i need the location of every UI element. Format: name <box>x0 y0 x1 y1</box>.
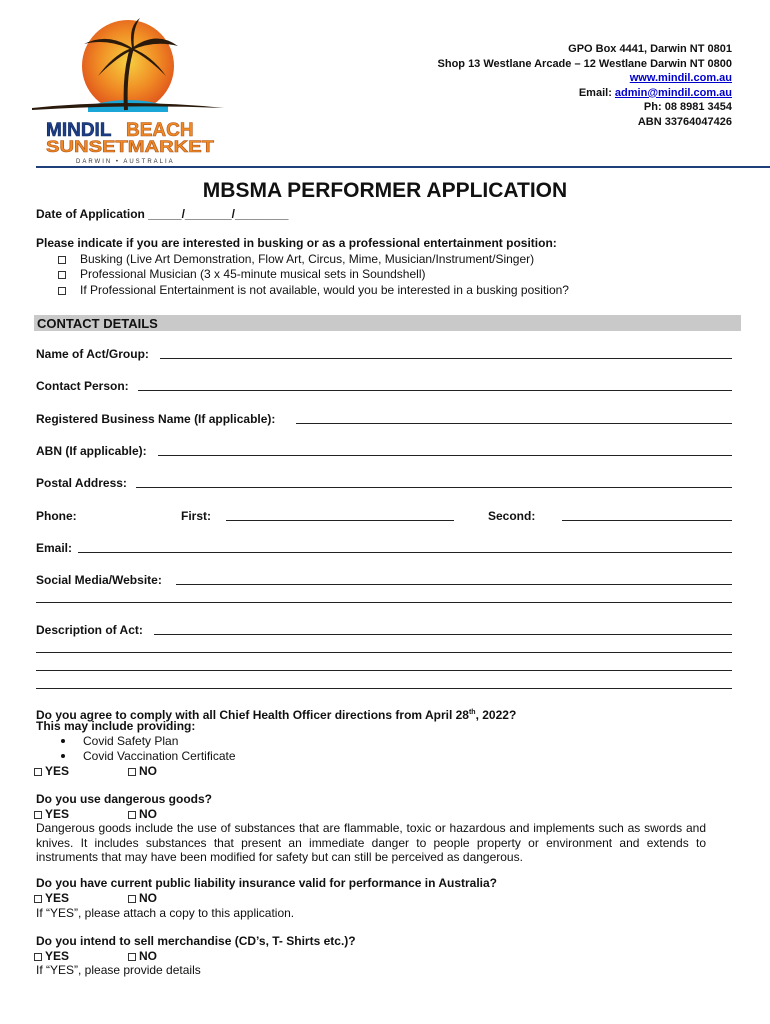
health-item-vaccination <box>36 749 236 764</box>
option-busking-label: Busking (Live Art Demonstration, Flow Art, Circus, Mime, Musician/Instrument/Singer) <box>80 252 535 266</box>
health-yes[interactable] <box>34 764 69 779</box>
abn-label: ABN (If applicable): <box>36 444 147 458</box>
option-musician-label: Professional Musician (3 x 45-minute musical sets in Soundshell) <box>80 267 426 281</box>
phone-second-label: Second: <box>488 509 536 523</box>
option-musician[interactable] <box>58 267 426 282</box>
description-field[interactable] <box>154 634 732 635</box>
dangerous-question: Do you use dangerous goods? <box>36 792 213 806</box>
business-name-label: Registered Business Name (If applicable): <box>36 412 276 426</box>
insurance-no-label: NO <box>139 891 157 905</box>
insurance-note: If “YES”, please attach a copy to this application. <box>36 906 295 920</box>
dangerous-yes-label: YES <box>45 807 70 821</box>
health-yes-label: YES <box>45 764 70 778</box>
health-question-text: Do you agree to comply with all Chief Health Officer directions from April 28 <box>36 708 469 722</box>
health-no-checkbox[interactable] <box>128 768 136 776</box>
address-line-1: GPO Box 4441, Darwin NT 0801 <box>568 43 732 55</box>
email-field-label: Email: <box>36 541 73 555</box>
postal-address-label: Postal Address: <box>36 476 127 490</box>
dangerous-note: Dangerous goods include the use of substances that are flammable, toxic or hazardous and implements such as swords and knives. It includes substances that present an immediate danger to people property or environment and extends to instruments that may have been modified for safety but can still be perceived as dangerous. <box>36 821 706 864</box>
merch-yes-checkbox[interactable] <box>34 953 42 961</box>
insurance-yes[interactable] <box>34 891 69 906</box>
contact-details-heading <box>34 315 741 331</box>
dangerous-no[interactable] <box>128 807 157 822</box>
contact-person-label: Contact Person: <box>36 379 129 393</box>
health-no[interactable] <box>128 764 157 779</box>
postal-address-field[interactable] <box>136 487 732 488</box>
health-question-end: , 2022? <box>475 708 517 722</box>
merch-no[interactable] <box>128 949 157 964</box>
health-yes-checkbox[interactable] <box>34 768 42 776</box>
social-media-field-line-2[interactable] <box>36 602 732 603</box>
phone-text: Ph: 08 8981 3454 <box>643 101 732 114</box>
option-fallback[interactable] <box>58 283 569 298</box>
health-item-vaccination-label: Covid Vaccination Certificate <box>83 749 236 763</box>
merch-no-checkbox[interactable] <box>128 953 136 961</box>
abn-field[interactable] <box>158 455 732 456</box>
logo-mindil-text: MINDIL <box>46 120 112 141</box>
position-question: Please indicate if you are interested in busking or as a professional entertainment position: <box>36 236 557 250</box>
date-of-application[interactable]: Date of Application _____/_______/________ <box>36 207 289 221</box>
option-busking[interactable] <box>58 252 534 267</box>
merch-yes-label: YES <box>45 949 70 963</box>
logo-darwin-text: DARWIN • AUSTRALIA <box>76 159 175 165</box>
business-name-field[interactable] <box>296 423 732 424</box>
description-label: Description of Act: <box>36 623 143 637</box>
health-item-safety-plan-label: Covid Safety Plan <box>83 734 179 748</box>
merch-yes[interactable] <box>34 949 69 964</box>
website-link[interactable]: www.mindil.com.au <box>629 72 732 85</box>
health-sub: This may include providing: <box>36 719 196 733</box>
email-link[interactable]: admin@mindil.com.au <box>614 86 732 99</box>
health-no-label: NO <box>139 764 157 778</box>
abn-text: ABN 33764047426 <box>637 115 732 128</box>
insurance-yes-label: YES <box>45 891 70 905</box>
description-field-line-2[interactable] <box>36 652 732 653</box>
header-divider <box>36 166 770 168</box>
busking-checkbox[interactable] <box>58 256 66 264</box>
dangerous-yes-checkbox[interactable] <box>34 811 42 819</box>
phone-second-field[interactable] <box>562 520 732 521</box>
dangerous-no-checkbox[interactable] <box>128 811 136 819</box>
merch-no-label: NO <box>139 949 157 963</box>
logo-sunset-text: SUNSETMARKET <box>46 137 215 156</box>
logo-beach-text: BEACH <box>126 120 194 141</box>
mindil-beach-logo <box>28 14 228 166</box>
dangerous-yes[interactable] <box>34 807 69 822</box>
act-name-field[interactable] <box>160 358 732 359</box>
address-block <box>438 42 732 130</box>
musician-checkbox[interactable] <box>58 271 66 279</box>
description-field-line-3[interactable] <box>36 670 732 671</box>
description-field-line-4[interactable] <box>36 688 732 689</box>
contact-person-field[interactable] <box>138 390 732 391</box>
fallback-checkbox[interactable] <box>58 287 66 295</box>
address-line-2: Shop 13 Westlane Arcade – 12 Westlane Darwin NT 0800 <box>437 57 732 70</box>
dangerous-no-label: NO <box>139 807 157 821</box>
insurance-no-checkbox[interactable] <box>128 895 136 903</box>
social-media-field[interactable] <box>176 584 732 585</box>
merch-note: If “YES”, please provide details <box>36 963 201 977</box>
bullet-icon <box>61 739 65 743</box>
insurance-no[interactable] <box>128 891 157 906</box>
page-title: MBSMA PERFORMER APPLICATION <box>202 179 568 202</box>
act-name-label: Name of Act/Group: <box>36 347 149 361</box>
health-item-safety-plan <box>36 734 178 749</box>
health-question-sup: th <box>468 709 476 716</box>
social-media-label: Social Media/Website: <box>36 573 162 587</box>
phone-first-field[interactable] <box>226 520 454 521</box>
bullet-icon <box>61 754 65 758</box>
insurance-yes-checkbox[interactable] <box>34 895 42 903</box>
email-field[interactable] <box>78 552 732 553</box>
option-fallback-label: If Professional Entertainment is not available, would you be interested in a busking position? <box>80 283 569 297</box>
merch-question: Do you intend to sell merchandise (CD’s, T- Shirts etc.)? <box>36 934 356 948</box>
phone-label: Phone: <box>36 509 77 523</box>
email-label: Email: <box>578 86 615 99</box>
phone-first-label: First: <box>181 509 211 523</box>
contact-details-label: CONTACT DETAILS <box>37 316 158 331</box>
insurance-question: Do you have current public liability insurance valid for performance in Australia? <box>36 876 497 890</box>
